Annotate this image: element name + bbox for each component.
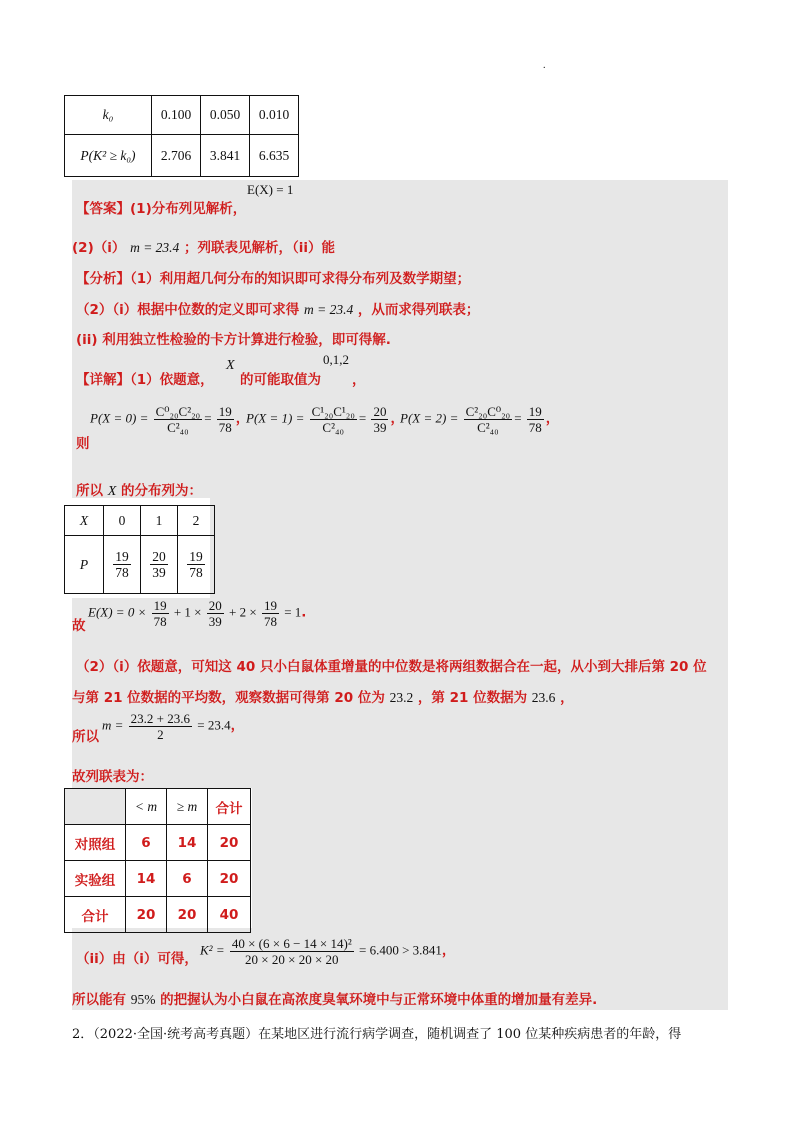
prob-x0: P(X = 0) = $\frac{\text{C⁰₂₀C²₂₀}}{\text{C²₄₀}}$ = $\frac{19}{78}$ ， xyxy=(90,404,250,435)
answer-line-2: (2)（i） m = 23.4 ；列联表见解析，（ii）能 xyxy=(72,240,336,256)
gu-label: 故 xyxy=(72,618,86,634)
analysis-line-3: (ii) 利用独立性检验的卡方计算进行检验，即可得解. xyxy=(76,332,391,348)
table-cell: $\frac{20}{39}$ xyxy=(141,536,178,594)
table-cell: 20 xyxy=(208,861,251,897)
ze-label: 则 xyxy=(76,436,90,452)
critical-value-table xyxy=(64,95,299,177)
table-cell: $\frac{19}{78}$ xyxy=(178,536,215,594)
table-cell: 14 xyxy=(126,861,167,897)
table-header-cell: < m xyxy=(126,789,167,825)
table-cell: 2 xyxy=(178,506,215,536)
table-row-label: 对照组 xyxy=(65,825,126,861)
detail-line-1-end: ， xyxy=(352,372,366,388)
part2-line-1: （2）（i）依题意，可知这 40 只小白鼠体重增量的中位数是将两组数据合在一起，从小到大排后第 20 位 xyxy=(76,659,707,675)
table-cell: 6 xyxy=(167,861,208,897)
var-x: X xyxy=(226,358,235,373)
table-cell: 6.635 xyxy=(250,135,299,177)
table-row-label: P(K² ≥ k₀) xyxy=(65,135,152,177)
table-header-cell: 0.010 xyxy=(250,96,299,135)
expectation-calc: E(X) = 0 × $\frac{19}{78}$ + 1 × $\frac{20}{39}$ + 2 × $\frac{19}{78}$ = 1. xyxy=(88,598,307,629)
analysis-line-1: 【分析】（1）利用超几何分布的知识即可求得分布列及数学期望； xyxy=(76,271,471,287)
chi-intro: （ii）由（i）可得， xyxy=(76,951,198,967)
table-cell: 40 xyxy=(208,897,251,933)
table-cell: 2.706 xyxy=(152,135,201,177)
detail-line-1: 【详解】（1）依题意， xyxy=(76,372,214,388)
analysis-line-2: （2）（i）根据中位数的定义即可求得 m = 23.4 ，从而求得列联表； xyxy=(76,302,480,318)
table-cell: 1 xyxy=(141,506,178,536)
table-row-label: 合计 xyxy=(65,897,126,933)
part2-line-3: 所以 xyxy=(72,729,99,745)
distribution-table xyxy=(64,505,215,594)
prob-x1: P(X = 1) = $\frac{\text{C¹₂₀C¹₂₀}}{\text{C²₄₀}}$ = $\frac{20}{39}$ ， xyxy=(246,404,404,435)
dist-intro: 所以 X 的分布列为： xyxy=(76,483,202,499)
table-header-cell: X xyxy=(65,506,104,536)
expectation-formula: E(X) = 1 xyxy=(247,182,294,197)
table-cell: 20 xyxy=(167,897,208,933)
table-row-label: P xyxy=(65,536,104,594)
prob-x2: P(X = 2) = $\frac{\text{C²₂₀C⁰₂₀}}{\text{C²₄₀}}$ = $\frac{19}{78}$ ， xyxy=(400,404,560,435)
chi-square-formula: K² = $\frac{\text{40 × (6 × 6 − 14 × 14)²}}{20 \times 20 \times 20 \times 20}$ = 6.400 > 3.841， xyxy=(200,936,456,967)
question-2-text: 2．（2022·全国·统考高考真题）在某地区进行流行病学调查，随机调查了 100 位某种疾病患者的年龄，得 xyxy=(72,1027,682,1042)
table-cell: 0 xyxy=(104,506,141,536)
table-intro: 故列联表为： xyxy=(72,769,153,785)
conclusion-line: 所以能有 95% 的把握认为小白鼠在高浓度臭氧环境中与正常环境中体重的增加量有差异. xyxy=(72,992,598,1008)
answer-line-1: 【答案】(1)分布列见解析， xyxy=(76,201,247,217)
table-header-cell: 0.100 xyxy=(152,96,201,135)
values-set: 0,1,2 xyxy=(323,352,349,367)
table-cell: 14 xyxy=(167,825,208,861)
table-cell: 20 xyxy=(208,825,251,861)
table-header-cell xyxy=(65,789,126,825)
answer-shade-2 xyxy=(210,498,728,598)
table-cell: $\frac{19}{78}$ xyxy=(104,536,141,594)
part2-line-2: 与第 21 位数据的平均数，观察数据可得第 20 位为 23.2 ，第 21 位数据为 23.6 ， xyxy=(72,690,574,706)
table-cell: 20 xyxy=(126,897,167,933)
answer-shade-4 xyxy=(252,788,728,928)
table-header-cell: ≥ m xyxy=(167,789,208,825)
table-cell: 6 xyxy=(126,825,167,861)
table-cell: 3.841 xyxy=(201,135,250,177)
detail-line-1-mid: 的可能取值为 xyxy=(240,372,321,388)
contingency-table xyxy=(64,788,251,933)
table-header-cell: 合计 xyxy=(208,789,251,825)
table-header-cell: k₀ xyxy=(65,96,152,135)
median-formula: m = $\frac{23.2 + 23.6}{2}$ = 23.4， xyxy=(102,711,245,742)
table-row-label: 实验组 xyxy=(65,861,126,897)
table-header-cell: 0.050 xyxy=(201,96,250,135)
top-dot: . xyxy=(543,60,546,71)
